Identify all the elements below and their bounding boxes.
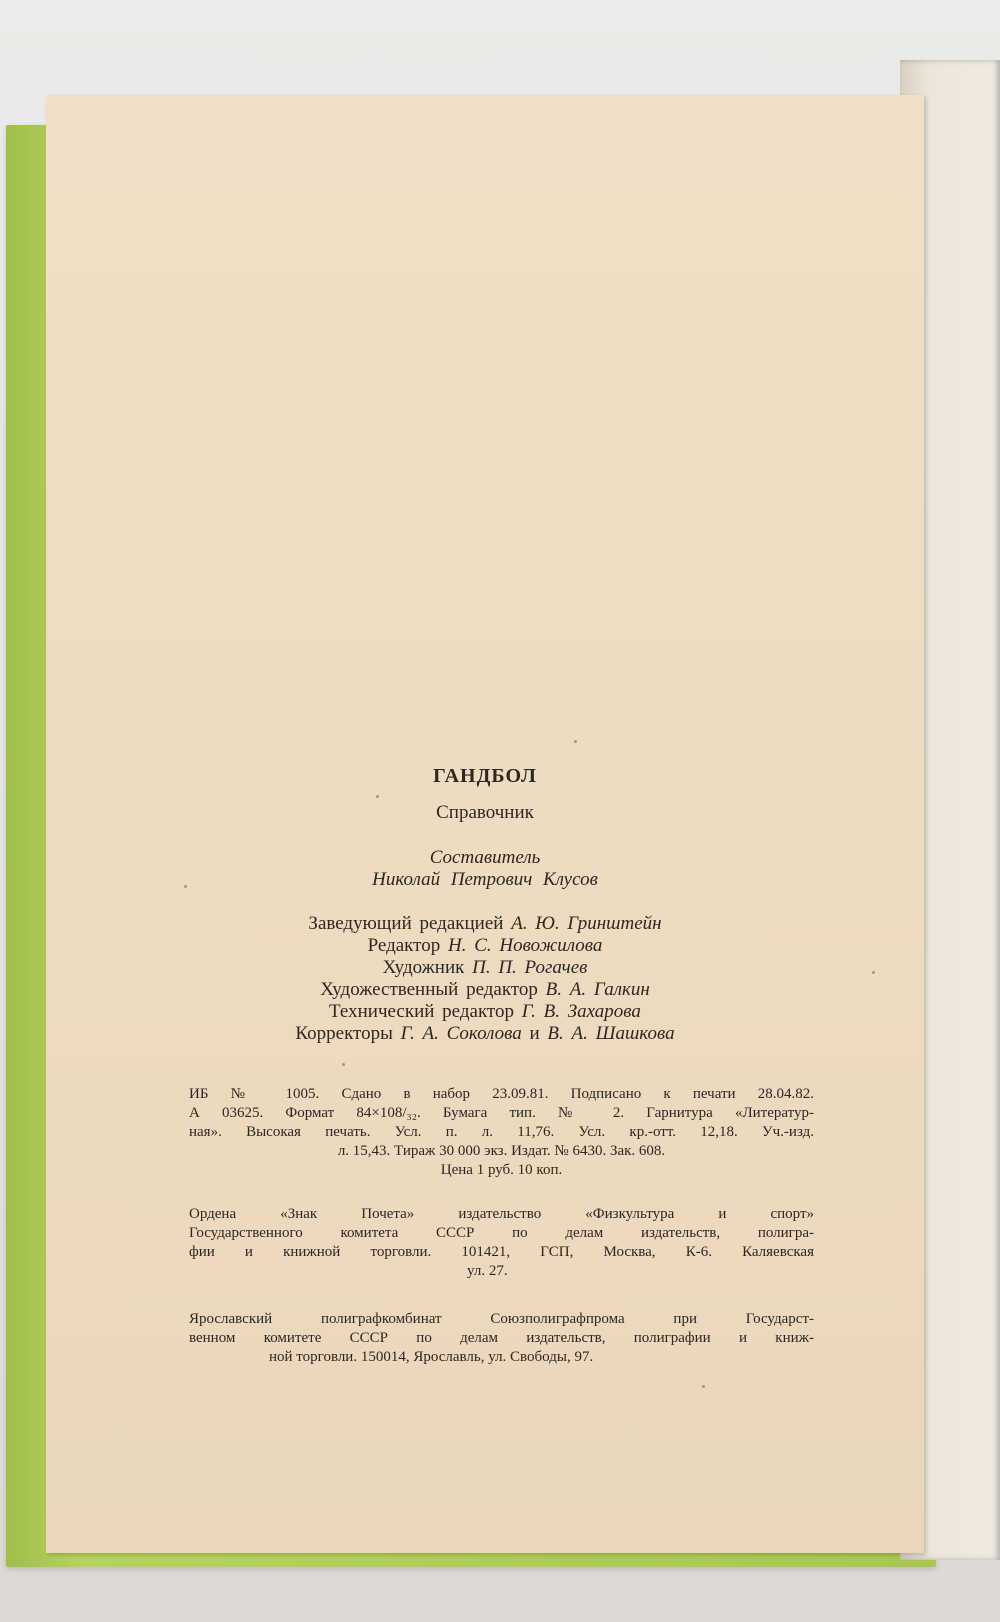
- staff-name: Н. С. Новожилова: [447, 935, 603, 956]
- staff-role: Художник: [382, 957, 465, 978]
- staff-role: Заведующий редакцией: [308, 913, 504, 934]
- publisher-info: [189, 1205, 814, 1281]
- publisher-line: ул. 27.: [467, 1263, 508, 1279]
- book-title: ГАНДБОЛ: [433, 765, 537, 787]
- publisher-line: Государственного комитета СССР по делам издательств, полигра-: [189, 1225, 814, 1241]
- staff-name: П. П. Рогачев: [472, 957, 588, 978]
- staff-name: Г. А. Соколова: [400, 1023, 522, 1044]
- imprint-block: [46, 95, 924, 1553]
- printer-line: венном комитете СССР по делам издательств, полиграфии и книж-: [189, 1330, 814, 1346]
- compiler-name: Николай Петрович Клусов: [372, 869, 598, 890]
- publisher-line: фии и книжной торговли. 101421, ГСП, Москва, К-6. Каляевская: [189, 1244, 814, 1260]
- staff-row: [46, 979, 924, 1001]
- staff-role: Технический редактор: [329, 1001, 514, 1022]
- staff-name: В. А. Шашкова: [547, 1023, 675, 1044]
- staff-name: В. А. Галкин: [545, 979, 650, 1000]
- staff-row: [46, 935, 924, 957]
- book-page: [46, 95, 924, 1553]
- staff-name: А. Ю. Гринштейн: [511, 913, 662, 934]
- staff-row: [46, 913, 924, 935]
- staff-role: Художественный редактор: [320, 979, 538, 1000]
- staff-row: [46, 957, 924, 979]
- staff-row: [46, 1023, 924, 1045]
- tech-line: л. 15,43. Тираж 30 000 экз. Издат. № 6430. Зак. 608.: [337, 1143, 666, 1159]
- staff-row: [46, 1001, 924, 1023]
- staff-role: Редактор: [367, 935, 441, 956]
- tech-line: ИБ № 1005. Сдано в набор 23.09.81. Подписано к печати 28.04.82.: [189, 1086, 814, 1102]
- technical-details: [189, 1085, 814, 1180]
- tech-line: А 03625. Формат 84×108/₃₂. Бумага тип. № 2. Гарнитура «Литератур-: [189, 1105, 814, 1121]
- tech-line: ная». Высокая печать. Усл. п. л. 11,76. Усл. кр.-отт. 12,18. Уч.-изд.: [189, 1124, 814, 1140]
- staff-role: Корректоры: [295, 1023, 393, 1044]
- book-subtitle: Справочник: [436, 802, 534, 823]
- staff-conjunction: и: [529, 1023, 540, 1044]
- editorial-staff: [46, 913, 924, 1045]
- printer-info: [189, 1310, 814, 1367]
- staff-name: Г. В. Захарова: [521, 1001, 641, 1022]
- printer-line: ной торговли. 150014, Ярославль, ул. Свободы, 97.: [269, 1349, 594, 1365]
- printer-line: Ярославский полиграфкомбинат Союзполиграфпрома при Государст-: [189, 1311, 814, 1327]
- compiler-label: Составитель: [429, 847, 541, 868]
- publisher-line: Ордена «Знак Почета» издательство «Физкультура и спорт»: [189, 1206, 814, 1222]
- price: Цена 1 руб. 10 коп.: [440, 1162, 563, 1178]
